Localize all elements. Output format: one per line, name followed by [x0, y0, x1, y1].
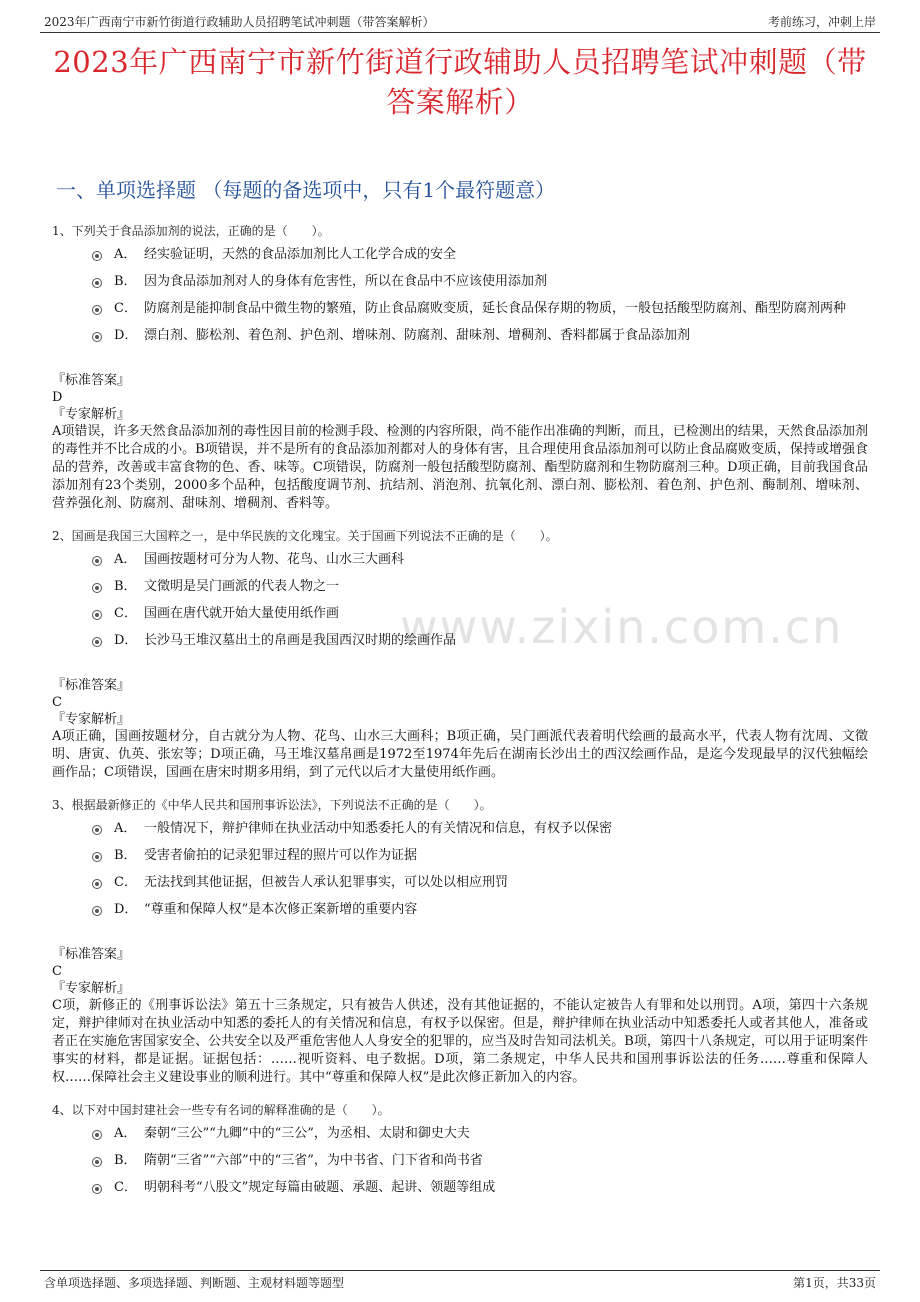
option-text: 长沙马王堆汉墓出土的帛画是我国西汉时期的绘画作品: [144, 633, 457, 648]
option-key: C．: [114, 875, 137, 890]
option-key: D．: [114, 328, 138, 343]
question-list: [52, 222, 868, 1204]
option-text: 防腐剂是能抑制食品中微生物的繁殖，防止食品腐败变质，延长食品保存期的物质，一般包括酸型防腐剂、酯型防腐剂两种: [144, 301, 847, 316]
option-key: A．: [114, 552, 137, 567]
footer-question-types: 含单项选择题、多项选择题、判断题、主观材料题等题型: [44, 1276, 345, 1290]
answer-label: 『标准答案』: [52, 373, 131, 388]
page-number: 第1页，共33页: [793, 1276, 876, 1290]
analysis-label: 『专家解析』: [52, 407, 131, 422]
option-key: C．: [114, 301, 137, 316]
analysis-text: A项正确，国画按题材分，自古就分为人物、花鸟、山水三大画科；B项正确，吴门画派代表着明代绘画的最高水平，代表人物有沈周、文徵明、唐寅、仇英、张宏等；D项正确，马王堆汉墓帛画是1972至1974年先后在湖南长沙出土的西汉绘画作品，是迄今发现最早的汉代独幅绘画作品；C项错误，国画在唐宋时期多用绢，到了元代以后才大量使用纸作画。: [52, 729, 868, 780]
option-text: 漂白剂、膨松剂、着色剂、护色剂、增味剂、防腐剂、甜味剂、增稠剂、香料都属于食品添加剂: [144, 328, 691, 343]
analysis-text: C项，新修正的《刑事诉讼法》第五十三条规定，只有被告人供述，没有其他证据的，不能认定被告人有罪和处以刑罚。A项，第四十六条规定，辩护律师对在执业活动中知悉的委托人的有关情况和信息，有权予以保密。但是，辩护律师在执业活动中知悉委托人或者其他人，准备或者正在实施危害国家安全、公共安全以及严重危害他人人身安全的犯罪的，应当及时告知司法机关。B项，第四十八条规定，可以用于证明案件事实的材料，都是证据。证据包括：……视听资料、电子数据。D项，第二条规定，中华人民共和国刑事诉讼法的任务……尊重和保障人权……保障社会主义建设事业的顺利进行。其中“尊重和保障人权”是此次修正新加入的内容。: [52, 998, 868, 1085]
option-text: 秦朝“三公”“九卿”中的“三公”，为丞相、太尉和御史大夫: [144, 1126, 470, 1141]
question-stem: 4、以下对中国封建社会一些专有名词的解释准确的是（ ）。: [52, 1103, 390, 1117]
option-key: D．: [114, 902, 138, 917]
header-doc-title: 2023年广西南宁市新竹街道行政辅助人员招聘笔试冲刺题（带答案解析）: [44, 15, 435, 29]
option-text: 国画按题材可分为人物、花鸟、山水三大画科: [144, 552, 405, 567]
option-key: B．: [114, 274, 137, 289]
radio-icon[interactable]: [92, 879, 102, 889]
option-text: 文徵明是吴门画派的代表人物之一: [144, 579, 340, 594]
option-c[interactable]: [52, 872, 868, 894]
page-title: 2023年广西南宁市新竹街道行政辅助人员招聘笔试冲刺题（带答案解析）: [53, 45, 867, 119]
option-text: 国画在唐代就开始大量使用纸作画: [144, 606, 340, 621]
option-key: C．: [114, 606, 137, 621]
radio-icon[interactable]: [92, 332, 102, 342]
option-key: D．: [114, 633, 138, 648]
answer-value: C: [52, 964, 62, 979]
option-a[interactable]: [52, 818, 868, 840]
option-text: 一般情况下，辩护律师在执业活动中知悉委托人的有关情况和信息，有权予以保密: [144, 821, 613, 836]
option-key: C．: [114, 1180, 137, 1195]
option-key: A．: [114, 1126, 137, 1141]
radio-icon[interactable]: [92, 583, 102, 593]
question-1: [52, 222, 868, 513]
option-c[interactable]: [52, 298, 868, 320]
option-text: 隋朝“三省”“六部”中的“三省”，为中书省、门下省和尚书省: [144, 1153, 483, 1168]
question-4: [52, 1101, 868, 1199]
answer-label: 『标准答案』: [52, 947, 131, 962]
option-text: 经实验证明，天然的食品添加剂比人工化学合成的安全: [144, 247, 457, 262]
option-b[interactable]: [52, 1150, 868, 1172]
option-d[interactable]: [52, 899, 868, 921]
option-key: B．: [114, 848, 137, 863]
option-text: 因为食品添加剂对人的身体有危害性，所以在食品中不应该使用添加剂: [144, 274, 548, 289]
option-key: B．: [114, 579, 137, 594]
radio-icon[interactable]: [92, 906, 102, 916]
option-text: 无法找到其他证据，但被告人承认犯罪事实，可以处以相应刑罚: [144, 875, 509, 890]
watermark: www.zixin.com.cn: [400, 600, 844, 654]
page-header: [40, 10, 880, 33]
analysis-text: A项错误，许多天然食品添加剂的毒性因目前的检测手段、检测的内容所限，尚不能作出准确的判断，而且，已检测出的结果，天然食品添加剂的毒性并不比合成的小。B项错误，并不是所有的食品添加剂都对人的身体有害，且合理使用食品添加剂可以防止食品腐败变质，保持或增强食品的营养，改善或丰富食物的色、香、味等。C项错误，防腐剂一般包括酸型防腐剂、酯型防腐剂和生物防腐剂三种。D项正确，目前我国食品添加剂有23个类别，2000多个品种，包括酸度调节剂、抗结剂、消泡剂、抗氧化剂、漂白剂、膨松剂、着色剂、护色剂、酶制剂、增味剂、营养强化剂、防腐剂、甜味剂、增稠剂、香料等。: [52, 424, 868, 511]
option-a[interactable]: [52, 244, 868, 266]
option-b[interactable]: [52, 845, 868, 867]
option-text: 受害者偷拍的记录犯罪过程的照片可以作为证据: [144, 848, 418, 863]
option-c[interactable]: [52, 603, 868, 625]
question-stem: 1、下列关于食品添加剂的说法，正确的是（ ）。: [52, 224, 330, 238]
option-c[interactable]: [52, 1177, 868, 1199]
option-key: A．: [114, 247, 137, 262]
option-a[interactable]: [52, 549, 868, 571]
radio-icon[interactable]: [92, 825, 102, 835]
option-text: 明朝科考“八股文”规定每篇由破题、承题、起讲、领题等组成: [144, 1180, 496, 1195]
option-key: A．: [114, 821, 137, 836]
question-stem: 2、国画是我国三大国粹之一，是中华民族的文化瑰宝。关于国画下列说法不正确的是（ ）。: [52, 529, 558, 543]
analysis-label: 『专家解析』: [52, 981, 131, 996]
radio-icon[interactable]: [92, 1157, 102, 1167]
option-text: “尊重和保障人权”是本次修正案新增的重要内容: [144, 902, 418, 917]
radio-icon[interactable]: [92, 1130, 102, 1140]
option-key: B．: [114, 1153, 137, 1168]
radio-icon[interactable]: [92, 251, 102, 261]
option-b[interactable]: [52, 271, 868, 293]
option-d[interactable]: [52, 325, 868, 347]
option-b[interactable]: [52, 576, 868, 598]
radio-icon[interactable]: [92, 637, 102, 647]
page-footer: [40, 1270, 880, 1291]
question-2: [52, 527, 868, 782]
radio-icon[interactable]: [92, 1184, 102, 1194]
answer-value: C: [52, 695, 62, 710]
option-a[interactable]: [52, 1123, 868, 1145]
radio-icon[interactable]: [92, 852, 102, 862]
radio-icon[interactable]: [92, 556, 102, 566]
header-slogan: 考前练习，冲刺上岸: [767, 15, 876, 29]
radio-icon[interactable]: [92, 278, 102, 288]
section-heading: 一、单项选择题 （每题的备选项中，只有1个最符题意）: [56, 178, 556, 202]
radio-icon[interactable]: [92, 305, 102, 315]
option-d[interactable]: [52, 630, 868, 652]
analysis-label: 『专家解析』: [52, 712, 131, 727]
question-3: [52, 796, 868, 1087]
answer-label: 『标准答案』: [52, 678, 131, 693]
answer-value: D: [52, 390, 63, 405]
question-stem: 3、根据最新修正的《中华人民共和国刑事诉讼法》，下列说法不正确的是（ ）。: [52, 798, 492, 812]
radio-icon[interactable]: [92, 610, 102, 620]
